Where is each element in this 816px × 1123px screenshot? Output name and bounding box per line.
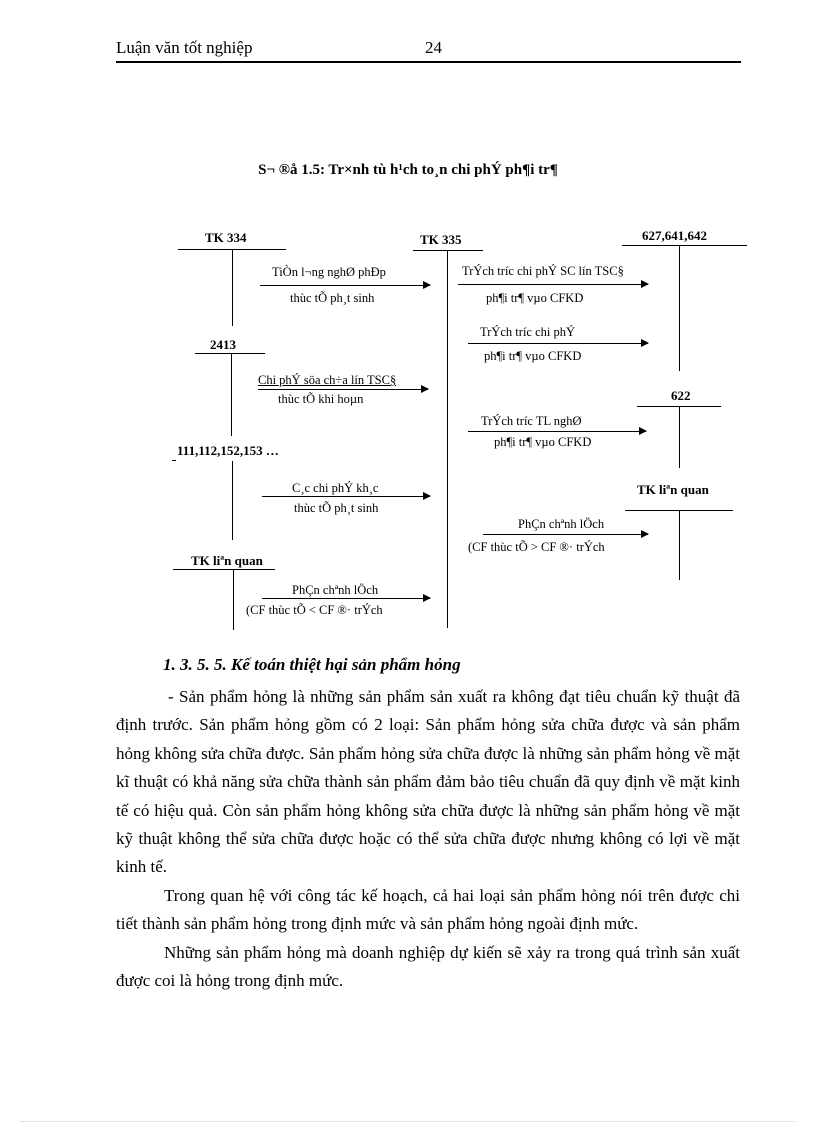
paragraph: Trong quan hệ với công tác kế hoạch, cả hai loại sản phẩm hỏng nói trên được chi tiết thành sản phẩm hỏng trong định mức và sản phẩm hỏng ngoài định mức. xyxy=(116,885,740,934)
entry-sc-line2: ph¶i tr¶ vµo CFKD xyxy=(486,291,584,305)
arrow-diff-right xyxy=(483,534,648,535)
arrow-diff-left xyxy=(262,598,430,599)
arrow-wage xyxy=(260,285,430,286)
body-text xyxy=(116,683,740,995)
account-tk334: TK 334 xyxy=(205,230,247,245)
account-tk111: 111,112,152,153 … xyxy=(177,443,279,458)
account-tk622: 622 xyxy=(671,388,691,403)
account-tk627: 627,641,642 xyxy=(642,228,707,243)
account-tk2413: 2413 xyxy=(210,337,236,352)
entry-cp-line2: ph¶i tr¶ vµo CFKD xyxy=(484,349,582,363)
page-number: 24 xyxy=(425,38,442,57)
arrow-tl xyxy=(468,431,646,432)
entry-other-line2: thùc tÕ ph¸t sinh xyxy=(294,501,379,515)
account-tk-lq-left: TK liªn quan xyxy=(191,553,263,568)
account-tk-lq-left-stem xyxy=(233,569,234,630)
entry-tl-line2: ph¶i tr¶ vµo CFKD xyxy=(494,435,592,449)
header-title: Luận văn tốt nghiệp xyxy=(116,38,253,57)
entry-cp-line1: TrÝch tríc chi phÝ xyxy=(480,325,576,339)
account-tk335: TK 335 xyxy=(420,232,462,247)
entry-tl-line1: TrÝch tríc TL nghØ xyxy=(481,414,582,428)
paragraph: - Sản phẩm hỏng là những sản phẩm sản xuất ra không đạt tiêu chuẩn kỹ thuật đã định trước. Sản phẩm hỏng gồm có 2 loại: Sản phẩm hỏng sửa chữa được và sản phẩm hỏng không sửa chữa được. Sản phẩm hỏng sửa chữa được là những sản phẩm hỏng về mặt kĩ thuật có khả năng sửa chữa thành sản phẩm đảm bảo tiêu chuẩn đã quy định về mặt kinh tế có hiệu quả. Còn sản phẩm hỏng không sửa chữa được là những sản phẩm hỏng về mặt kỹ thuật không thể sửa chữa được hoặc có thể sửa chữa được nhưng không có lợi về mặt kinh tế. xyxy=(116,687,740,877)
account-tk-lq-right-stem xyxy=(679,510,680,580)
entry-diff-right-line1: PhÇn chªnh lÖch xyxy=(518,517,605,531)
account-tk335-rule xyxy=(413,250,483,251)
account-tk627-rule xyxy=(622,245,747,246)
account-tk-lq-right: TK liªn quan xyxy=(637,482,709,497)
account-tk334-stem xyxy=(232,249,233,326)
account-tk-lq-left-rule xyxy=(173,569,275,570)
account-tk2413-stem xyxy=(231,353,232,436)
entry-repair-line2: thùc tÕ khi hoµn xyxy=(278,392,364,406)
diagram-title: S¬ ®å 1.5: Tr×nh tù h¹ch to¸n chi phÝ ph¶i tr¶ xyxy=(258,162,558,178)
entry-diff-right-line2: (CF thùc tÕ > CF ®· trÝch xyxy=(468,540,605,554)
entry-diff-left-line1: PhÇn chªnh lÖch xyxy=(292,583,379,597)
arrow-other xyxy=(262,496,430,497)
header-rule xyxy=(116,61,741,63)
account-tk335-stem xyxy=(447,250,448,628)
account-tk622-stem xyxy=(679,406,680,468)
account-tk111-stem xyxy=(232,461,233,540)
arrow-repair xyxy=(258,389,428,390)
section-heading: 1. 3. 5. 5. Kế toán thiệt hại sản phẩm hỏng xyxy=(163,655,461,674)
footer-rule xyxy=(20,1121,796,1122)
account-tk111-tick xyxy=(172,460,176,461)
entry-wage-line2: thùc tÕ ph¸t sinh xyxy=(290,291,375,305)
paragraph: Những sản phẩm hỏng mà doanh nghiệp dự kiến sẽ xảy ra trong quá trình sản xuất được coi là hỏng trong định mức. xyxy=(116,942,740,991)
account-tk627-stem xyxy=(679,245,680,371)
account-tk2413-rule xyxy=(195,353,265,354)
entry-repair-line1: Chi phÝ söa ch÷a lín TSC§ xyxy=(258,373,397,387)
entry-sc-line1: TrÝch tríc chi phÝ SC lín TSC§ xyxy=(462,264,624,278)
arrow-cp xyxy=(468,343,648,344)
entry-wage-line1: TiÒn l¬ng nghØ phÐp xyxy=(272,265,386,279)
entry-other-line1: C¸c chi phÝ kh¸c xyxy=(292,481,379,495)
entry-diff-left-line2: (CF thùc tÕ < CF ®· trÝch xyxy=(246,603,383,617)
arrow-sc xyxy=(458,284,648,285)
